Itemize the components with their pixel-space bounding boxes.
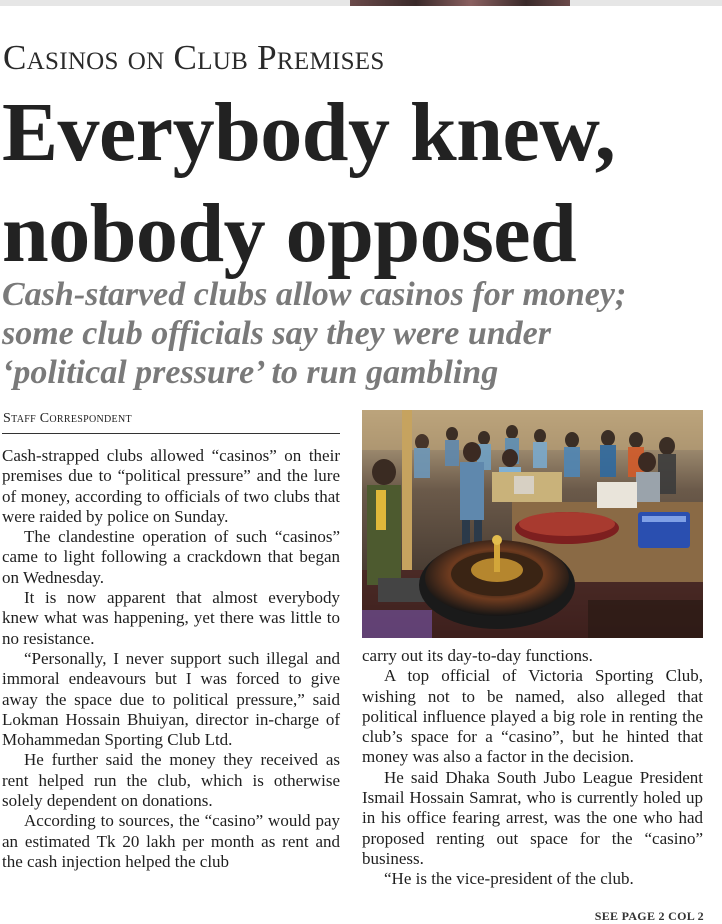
subhead-line-3: ‘political pressure’ to run gambling bbox=[2, 354, 499, 391]
left-text-column bbox=[2, 446, 340, 872]
article-paragraph: Cash-strapped clubs allowed “casinos” on their premises due to “political pressure” and the lure of money, according to officials of two clubs that were raided by police on Sunday. bbox=[2, 446, 340, 526]
headline-line-1: Everybody knew, bbox=[2, 86, 616, 179]
article-paragraph: He further said the money they received as rent helped run the club, which is otherwise solely dependent on donations. bbox=[2, 750, 340, 811]
page-top-strip bbox=[0, 0, 722, 6]
previous-page-image-edge bbox=[350, 0, 570, 6]
article-paragraph: He said Dhaka South Jubo League President Ismail Hossain Samrat, who is currently holed up in his office fearing arrest, was the one who had proposed renting out space for the “casino” business. bbox=[362, 767, 703, 868]
article-headline bbox=[2, 82, 615, 284]
subhead-line-2: some club officials say they were under bbox=[2, 315, 551, 352]
article-paragraph: “He is the vice-president of the club. bbox=[384, 869, 634, 889]
article-paragraph: It is now apparent that almost everybody knew what was happening, yet there was little to no resistance. bbox=[2, 588, 340, 648]
article-paragraph: The clandestine operation of such “casinos” came to light following a crackdown that began on Wednesday. bbox=[2, 527, 340, 587]
article-paragraph: A top official of Victoria Sporting Club, wishing not to be named, also alleged that political influence played a big role in renting the club’s space for a “casino”, but he hinted that money was also a factor in the decision. bbox=[362, 666, 703, 767]
subhead-line-1: Cash-starved clubs allow casinos for money; bbox=[2, 276, 627, 313]
article-subheadline bbox=[2, 275, 626, 392]
article-paragraph: carry out its day-to-day functions. bbox=[362, 646, 593, 665]
byline: Staff Correspondent bbox=[3, 411, 132, 426]
casino-raid-photo bbox=[362, 410, 703, 638]
continued-on-jump-line: SEE PAGE 2 COL 2 bbox=[594, 909, 704, 923]
article-paragraph: According to sources, the “casino” would pay an estimated Tk 20 lakh per month as rent and the cash injection helped the club bbox=[2, 811, 340, 871]
casino-raid-photo-illustration bbox=[362, 410, 703, 638]
byline-rule bbox=[2, 433, 340, 434]
section-kicker: Casinos on Club Premises bbox=[3, 38, 385, 77]
article-paragraph: “Personally, I never support such illegal and immoral endeavours but I was forced to give away the space due to political pressure,” said Lokman Hossain Bhuiyan, director in-charge of Mohammedan Sporting Club Ltd. bbox=[2, 648, 340, 750]
headline-line-2: nobody opposed bbox=[2, 187, 577, 280]
right-text-column bbox=[362, 646, 703, 890]
